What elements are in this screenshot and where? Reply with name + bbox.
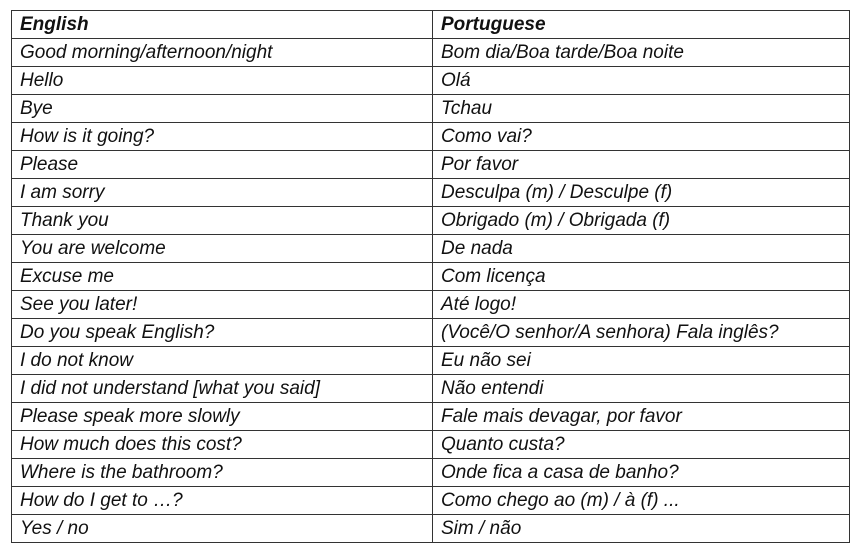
cell-portuguese: De nada	[433, 235, 850, 263]
table-row	[12, 95, 850, 123]
cell-portuguese: Não entendi	[433, 375, 850, 403]
cell-portuguese: Quanto custa?	[433, 431, 850, 459]
phrase-table	[11, 10, 850, 543]
cell-english: Where is the bathroom?	[12, 459, 433, 487]
cell-portuguese: Olá	[433, 67, 850, 95]
cell-english: Good morning/afternoon/night	[12, 39, 433, 67]
cell-english: How much does this cost?	[12, 431, 433, 459]
table-row	[12, 375, 850, 403]
cell-english: You are welcome	[12, 235, 433, 263]
cell-english: Excuse me	[12, 263, 433, 291]
cell-english: How is it going?	[12, 123, 433, 151]
table-header	[12, 11, 850, 39]
cell-portuguese: Sim / não	[433, 515, 850, 543]
cell-portuguese: Tchau	[433, 95, 850, 123]
cell-english: Hello	[12, 67, 433, 95]
cell-portuguese: Por favor	[433, 151, 850, 179]
cell-portuguese: Fale mais devagar, por favor	[433, 403, 850, 431]
table-row	[12, 431, 850, 459]
cell-portuguese: Eu não sei	[433, 347, 850, 375]
cell-english: Yes / no	[12, 515, 433, 543]
cell-portuguese: Até logo!	[433, 291, 850, 319]
cell-portuguese: Bom dia/Boa tarde/Boa noite	[433, 39, 850, 67]
cell-portuguese: Desculpa (m) / Desculpe (f)	[433, 179, 850, 207]
cell-portuguese: Como vai?	[433, 123, 850, 151]
table-row	[12, 515, 850, 543]
table-body	[12, 39, 850, 543]
table-row	[12, 235, 850, 263]
cell-portuguese: Com licença	[433, 263, 850, 291]
table-row	[12, 487, 850, 515]
cell-english: I am sorry	[12, 179, 433, 207]
cell-english: How do I get to …?	[12, 487, 433, 515]
cell-portuguese: Como chego ao (m) / à (f) ...	[433, 487, 850, 515]
table-row	[12, 179, 850, 207]
cell-english: I did not understand [what you said]	[12, 375, 433, 403]
header-row	[12, 11, 850, 39]
cell-portuguese: Onde fica a casa de banho?	[433, 459, 850, 487]
table-row	[12, 263, 850, 291]
table-row	[12, 123, 850, 151]
table-row	[12, 151, 850, 179]
cell-english: I do not know	[12, 347, 433, 375]
table-row	[12, 291, 850, 319]
table-row	[12, 403, 850, 431]
cell-english: Please	[12, 151, 433, 179]
cell-english: Bye	[12, 95, 433, 123]
table-row	[12, 319, 850, 347]
cell-english: See you later!	[12, 291, 433, 319]
cell-english: Do you speak English?	[12, 319, 433, 347]
cell-english: Thank you	[12, 207, 433, 235]
table-row	[12, 67, 850, 95]
cell-portuguese: Obrigado (m) / Obrigada (f)	[433, 207, 850, 235]
table-row	[12, 39, 850, 67]
header-english: English	[12, 11, 433, 39]
cell-english: Please speak more slowly	[12, 403, 433, 431]
table-row	[12, 459, 850, 487]
table-row	[12, 347, 850, 375]
header-portuguese: Portuguese	[433, 11, 850, 39]
table-row	[12, 207, 850, 235]
cell-portuguese: (Você/O senhor/A senhora) Fala inglês?	[433, 319, 850, 347]
